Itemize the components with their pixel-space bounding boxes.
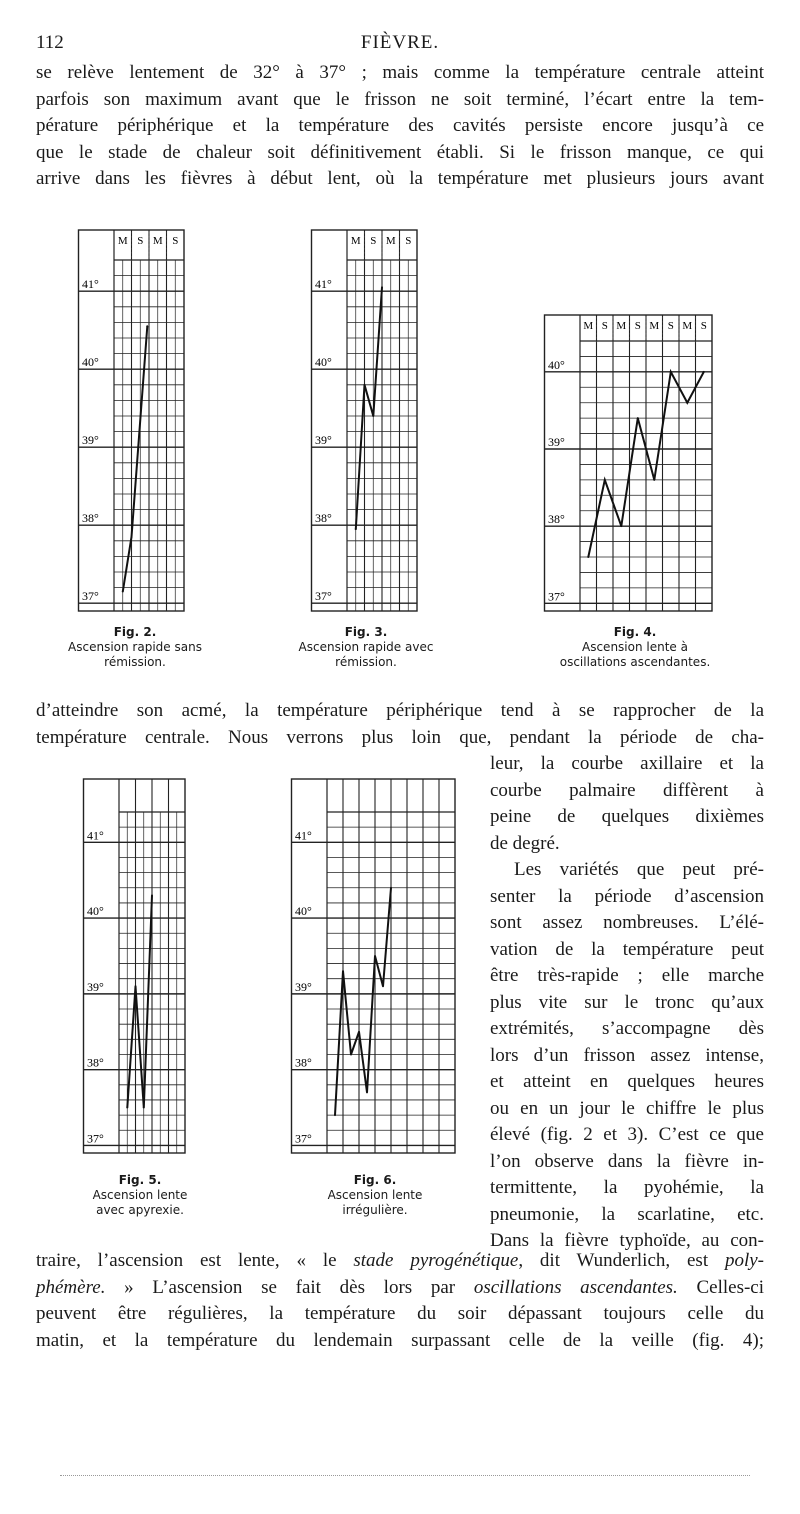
y-tick-label: 38° [295, 1055, 312, 1070]
x-tick-label: M [583, 320, 594, 332]
text-line [36, 1248, 764, 1275]
data-point [372, 415, 374, 417]
text-line: lors d’un frisson assez intense, [490, 1044, 764, 1066]
y-tick-label: 41° [87, 828, 104, 843]
text-line: élevé (fig. 2 et 3). C’est ce que [490, 1124, 764, 1145]
y-tick-label: 41° [295, 828, 312, 843]
text-line: Dans la fièvre typhoïde, au con- [490, 1230, 764, 1251]
x-tick-label: M [682, 320, 693, 332]
temperature-line [356, 287, 382, 529]
text-line: parfois son maximum avant que le frisson ne soit terminé, l’écart entre la tem- [36, 88, 764, 110]
data-point [670, 371, 672, 373]
y-tick-label: 39° [87, 979, 104, 994]
y-tick-label: 41° [315, 277, 332, 292]
text-line: l’on observe dans la fièvre in- [490, 1150, 764, 1172]
caption-title: Fig. 6. [353, 1173, 397, 1187]
text-line: matin, et la température du lendemain surpassant celle de la veille (fig. 4); [36, 1329, 764, 1351]
y-tick-label: 39° [295, 979, 312, 994]
data-point [587, 556, 589, 558]
text-line: ou en un jour le chiffre le plus [490, 1097, 764, 1119]
y-tick-label: 38° [548, 512, 565, 527]
data-point [126, 1107, 128, 1109]
data-point [334, 1114, 336, 1116]
figure-6-caption [310, 1173, 440, 1218]
figure-4-caption [540, 625, 730, 670]
data-point [382, 985, 384, 987]
data-point [390, 887, 392, 889]
text-emphasis: stade pyrogénétique [353, 1250, 519, 1271]
page-footer-rule [60, 1475, 750, 1478]
caption-text: Ascension rapide sans rémission. [68, 640, 202, 669]
y-tick-label: 40° [295, 904, 312, 919]
paragraph-right-column [490, 751, 764, 1255]
x-tick-label: S [667, 320, 674, 332]
caption-title: Fig. 4. [613, 625, 657, 639]
text-line: de degré. [490, 832, 560, 854]
x-tick-label: M [117, 235, 128, 247]
text-line: extrémités, s’accompagne dès [490, 1018, 764, 1039]
y-tick-label: 40° [315, 355, 332, 370]
text-line [36, 1275, 764, 1302]
data-point [151, 894, 153, 896]
text-line: pérature périphérique et la température des cavités persiste encore jusqu’à ce [36, 115, 764, 136]
y-tick-label: 37° [548, 589, 565, 604]
text-run: traire, l’ascension est lente, « le [36, 1250, 354, 1271]
x-tick-label: S [137, 235, 144, 247]
x-tick-label: M [649, 320, 660, 332]
text-line: que le stade de chaleur soit définitivement établi. Si le frisson manque, ce qui [36, 141, 764, 163]
caption-text: Ascension rapide avec rémission. [298, 640, 434, 669]
x-tick-label: M [385, 235, 396, 247]
data-point [342, 970, 344, 972]
figure-2-caption [60, 625, 210, 670]
data-point [366, 1091, 368, 1093]
text-line: et atteint en quelques heures [490, 1071, 764, 1092]
chart-frame [545, 315, 713, 611]
figure-6 [291, 777, 466, 1157]
y-tick-label: 40° [87, 904, 104, 919]
text-line: température centrale. Nous verrons plus loin que, pendant la période de cha- [36, 726, 764, 748]
text-line: sont assez nombreuses. L’élé- [490, 912, 764, 933]
figure-5-caption [70, 1173, 210, 1218]
x-tick-label: M [350, 235, 361, 247]
text-line: arrive dans les fièvres à début lent, où la température met plusieurs jours avant [36, 168, 764, 189]
caption-title: Fig. 2. [113, 625, 157, 639]
paragraph-mid [36, 698, 764, 751]
data-point [350, 1053, 352, 1055]
data-point [604, 479, 606, 481]
caption-title: Fig. 3. [344, 625, 388, 639]
running-title: FIÈVRE. [360, 32, 440, 53]
text-line: courbe palmaire diffèrent à [490, 779, 764, 801]
y-tick-label: 38° [315, 511, 332, 526]
text-line: plus vite sur le tronc qu’aux [490, 991, 764, 1013]
y-tick-label: 38° [87, 1055, 104, 1070]
temperature-line [127, 895, 152, 1107]
data-point [131, 536, 133, 538]
y-tick-label: 37° [315, 589, 332, 604]
data-point [355, 528, 357, 530]
text-emphasis: oscillations ascendantes. [473, 1276, 678, 1298]
text-run: , dit Wunderlich, est [518, 1250, 725, 1271]
running-header [36, 32, 764, 58]
x-tick-label: S [172, 235, 179, 247]
paragraph-bottom [36, 1248, 764, 1354]
text-line: peuvent être régulières, la température du soir dépassant toujours celle du [36, 1303, 764, 1324]
y-tick-label: 39° [315, 433, 332, 448]
caption-text: Ascension lente à oscillations ascendantes. [559, 640, 711, 669]
figure-4 [544, 311, 719, 616]
data-point [653, 479, 655, 481]
text-line: d’atteindre son acmé, la température périphérique tend à se rapprocher de la [36, 700, 764, 721]
text-emphasis: phémère. [36, 1276, 106, 1298]
y-tick-label: 40° [82, 355, 99, 370]
text-line: peine de quelques dixièmes [490, 806, 764, 827]
x-tick-label: M [616, 320, 627, 332]
text-line: vation de la température peut [490, 938, 764, 960]
y-tick-label: 41° [82, 277, 99, 292]
y-tick-label: 38° [82, 511, 99, 526]
data-point [703, 371, 705, 373]
text-line: senter la période d’ascension [490, 885, 764, 907]
x-tick-label: S [370, 235, 377, 247]
data-point [364, 384, 366, 386]
text-run: » L’ascension se fait dès lors par [105, 1276, 474, 1298]
x-tick-label: S [634, 320, 641, 332]
figure-3-caption [290, 625, 442, 670]
x-tick-label: M [152, 235, 163, 247]
text-line: leur, la courbe axillaire et la [490, 753, 764, 774]
data-point [374, 955, 376, 957]
data-point [381, 286, 383, 288]
text-line: se relève lentement de 32° à 37° ; mais comme la température centrale atteint [36, 62, 764, 83]
chart-frame [292, 779, 456, 1153]
text-line: être très-rapide ; elle marche [490, 965, 764, 986]
text-line: Les variétés que peut pré- [514, 859, 764, 880]
y-tick-label: 37° [87, 1131, 104, 1146]
figure-2 [78, 226, 188, 616]
data-point [143, 1107, 145, 1109]
data-point [146, 325, 148, 327]
x-tick-label: S [601, 320, 608, 332]
y-tick-label: 39° [548, 435, 565, 449]
data-point [686, 402, 688, 404]
caption-text: Ascension lente avec apyrexie. [92, 1188, 188, 1217]
x-tick-label: S [405, 235, 412, 247]
data-point [620, 525, 622, 527]
page-number: 112 [36, 32, 64, 53]
caption-text: Ascension lente irrégulière. [327, 1188, 423, 1217]
figure-3 [311, 226, 421, 616]
y-tick-label: 39° [82, 433, 99, 448]
text-run: Celles-ci [677, 1276, 765, 1298]
y-tick-label: 37° [295, 1131, 312, 1146]
y-tick-label: 37° [82, 589, 99, 604]
data-point [135, 985, 137, 987]
temperature-line [123, 326, 148, 591]
text-emphasis: poly- [724, 1250, 764, 1271]
y-tick-label: 40° [548, 357, 565, 372]
data-point [122, 591, 124, 593]
caption-title: Fig. 5. [118, 1173, 162, 1187]
text-line: termittente, la pyohémie, la [490, 1177, 764, 1198]
x-tick-label: S [700, 320, 707, 332]
figure-5 [83, 777, 188, 1157]
data-point [358, 1031, 360, 1033]
paragraph-top [36, 60, 764, 193]
data-point [637, 417, 639, 419]
text-line: pneumonie, la scarlatine, etc. [490, 1203, 764, 1225]
